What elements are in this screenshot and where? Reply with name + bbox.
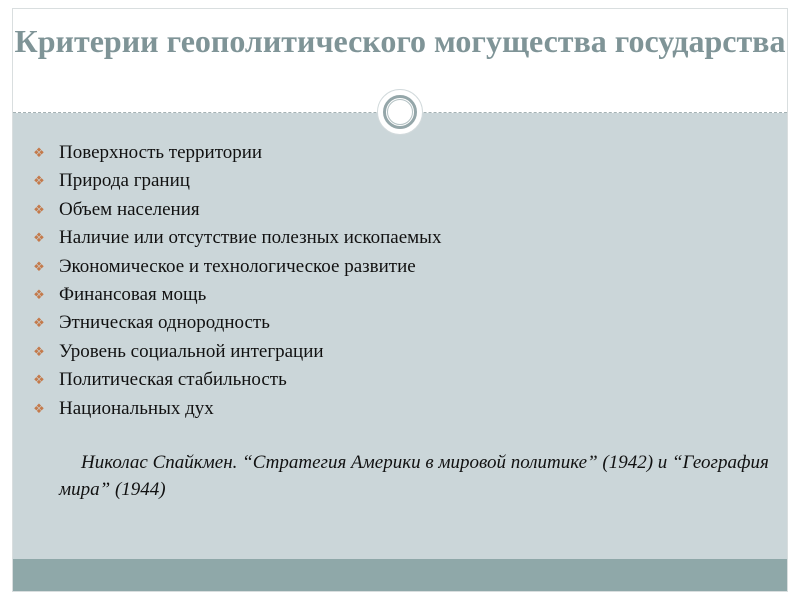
source-citation: Николас Спайкмен. “Стратегия Америки в мировой политике” (1942) и “География мира” (1944) — [59, 452, 769, 500]
list-item — [31, 338, 771, 366]
list-item-text: Природа границ — [59, 170, 190, 192]
list-item — [31, 139, 771, 167]
circle-ornament-icon — [377, 89, 423, 135]
list-item — [31, 224, 771, 252]
slide-title: Критерии геополитического могущества государства — [14, 23, 786, 59]
diamond-bullet-icon: ❖ — [33, 173, 45, 189]
list-item-text: Объем населения — [59, 198, 200, 220]
list-item — [31, 281, 771, 309]
criteria-list — [31, 139, 771, 423]
diamond-bullet-icon: ❖ — [33, 400, 45, 416]
diamond-bullet-icon: ❖ — [33, 286, 45, 302]
footer-bar — [13, 559, 787, 592]
diamond-bullet-icon: ❖ — [33, 201, 45, 217]
diamond-bullet-icon: ❖ — [33, 372, 45, 388]
list-item — [31, 309, 771, 337]
slide — [12, 8, 788, 592]
list-item-text: Уровень социальной интеграции — [59, 340, 324, 362]
diamond-bullet-icon: ❖ — [33, 315, 45, 331]
list-item — [31, 253, 771, 281]
list-item-text: Национальных дух — [59, 397, 214, 419]
diamond-bullet-icon: ❖ — [33, 343, 45, 359]
diamond-bullet-icon: ❖ — [33, 230, 45, 246]
list-item — [31, 196, 771, 224]
list-item — [31, 395, 771, 423]
list-item-text: Наличие или отсутствие полезных ископаемых — [59, 227, 442, 249]
list-item — [31, 167, 771, 195]
list-item-text: Политическая стабильность — [59, 369, 287, 391]
list-item-text: Экономическое и технологическое развитие — [59, 255, 416, 277]
list-item-text: Финансовая мощь — [59, 283, 207, 305]
list-item-text: Этническая однородность — [59, 312, 270, 334]
list-item — [31, 366, 771, 394]
diamond-bullet-icon: ❖ — [33, 258, 45, 274]
diamond-bullet-icon: ❖ — [33, 145, 45, 160]
list-item-text: Поверхность территории — [59, 142, 263, 163]
